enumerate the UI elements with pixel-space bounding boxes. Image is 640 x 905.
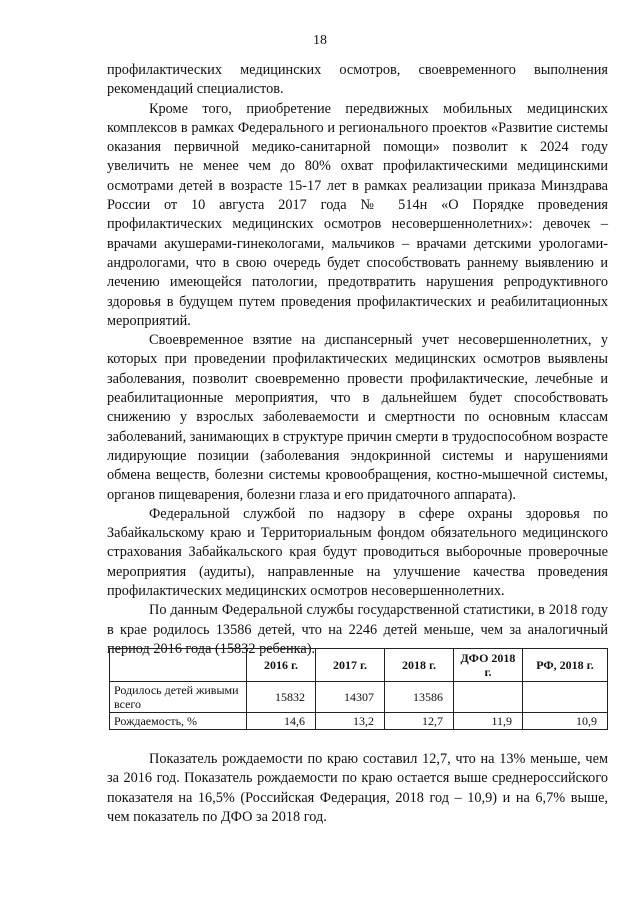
table-cell: [523, 682, 608, 713]
table-header-cell: 2016 г.: [247, 649, 316, 682]
table-cell: 14307: [316, 682, 385, 713]
paragraph: профилактических медицинских осмотров, своевременного выполнения рекомендаций специалистов.: [107, 62, 608, 98]
table-row-label: Родилось детей живыми всего: [110, 682, 247, 713]
paragraph: Кроме того, приобретение передвижных мобильных медицинских комплексов в рамках Федерального и регионального проектов «Развитие системы оказания первичной медико-санитарной помощи» позволит к 2024 году увеличить не менее чем до 80% охват профилактическими медицинскими осмотрами детей в возрасте 15-17 лет в рамках реализации приказа Минздрава России от 10 августа 2017 года № 514н «О Порядке проведения профилактических медицинских осмотров несовершеннолетних»: девочек – врачами акушерами-гинекологами, мальчиков – врачами детскими урологами-андрологами, что в свою очередь будет способствовать раннему выявлению и лечению имеющейся патологии, предотвратить нарушения репродуктивного здоровья в будущем путем проведения профилактических и реабилитационных мероприятий.: [107, 100, 608, 329]
table-header-cell: 2018 г.: [385, 649, 454, 682]
table-header-cell: 2017 г.: [316, 649, 385, 682]
closing-text: [107, 750, 608, 827]
table-row: [110, 682, 608, 713]
page-number: 18: [313, 33, 327, 48]
paragraph: Федеральной службой по надзору в сфере охраны здоровья по Забайкальскому краю и Территориальным фондом обязательного медицинского страхования Забайкальского края будут проводиться выборочные проверочные мероприятия (аудиты), направленные на улучшение качества проведения профилактических медицинских осмотров несовершеннолетних.: [107, 505, 608, 600]
body-text: [107, 61, 608, 659]
table-row: [110, 713, 608, 730]
table-cell: 15832: [247, 682, 316, 713]
paragraph: Своевременное взятие на диспансерный учет несовершеннолетних, у которых при проведении профилактических медицинских осмотров выявлены заболевания, позволит своевременно провести профилактические, лечебные и реабилитационные мероприятия, что в дальнейшем будет способствовать снижению у взрослых заболеваемости и смертности по основным классам заболеваний, занимающих в структуре причин смерти в трудоспособном возрасте лидирующие позиции (заболевания эндокринной системы и нарушениями обмена веществ, болезни системы кровообращения, костно-мышечной системы, органов пищеварения, болезни глаза и его придаточного аппарата).: [107, 332, 608, 503]
table-cell: 12,7: [385, 713, 454, 730]
table-header-cell: [110, 649, 247, 682]
table-cell: 10,9: [523, 713, 608, 730]
table-header-cell: РФ, 2018 г.: [523, 649, 608, 682]
table-cell: 14,6: [247, 713, 316, 730]
paragraph: Показатель рождаемости по краю составил 12,7, что на 13% меньше, чем за 2016 год. Показатель рождаемости по краю остается выше среднероссийского показателя на 16,5% (Российская Федерация, 2018 год – 10,9) и на 6,7% выше, чем показатель по ДФО за 2018 год.: [107, 751, 608, 825]
table-cell: 13,2: [316, 713, 385, 730]
birth-rate-table: [109, 648, 608, 730]
table-row-label: Рождаемость, %: [110, 713, 247, 730]
table-cell: [454, 682, 523, 713]
table-header-row: [110, 649, 608, 682]
table-header-cell: ДФО 2018 г.: [454, 649, 523, 682]
table-cell: 13586: [385, 682, 454, 713]
paragraph: По данным Федеральной службы государственной статистики, в 2018 году в крае родилось 13586 детей, что на 2246 детей меньше, чем за аналогичный период 2016 года (15832 ребенка).: [107, 602, 608, 657]
table-cell: 11,9: [454, 713, 523, 730]
